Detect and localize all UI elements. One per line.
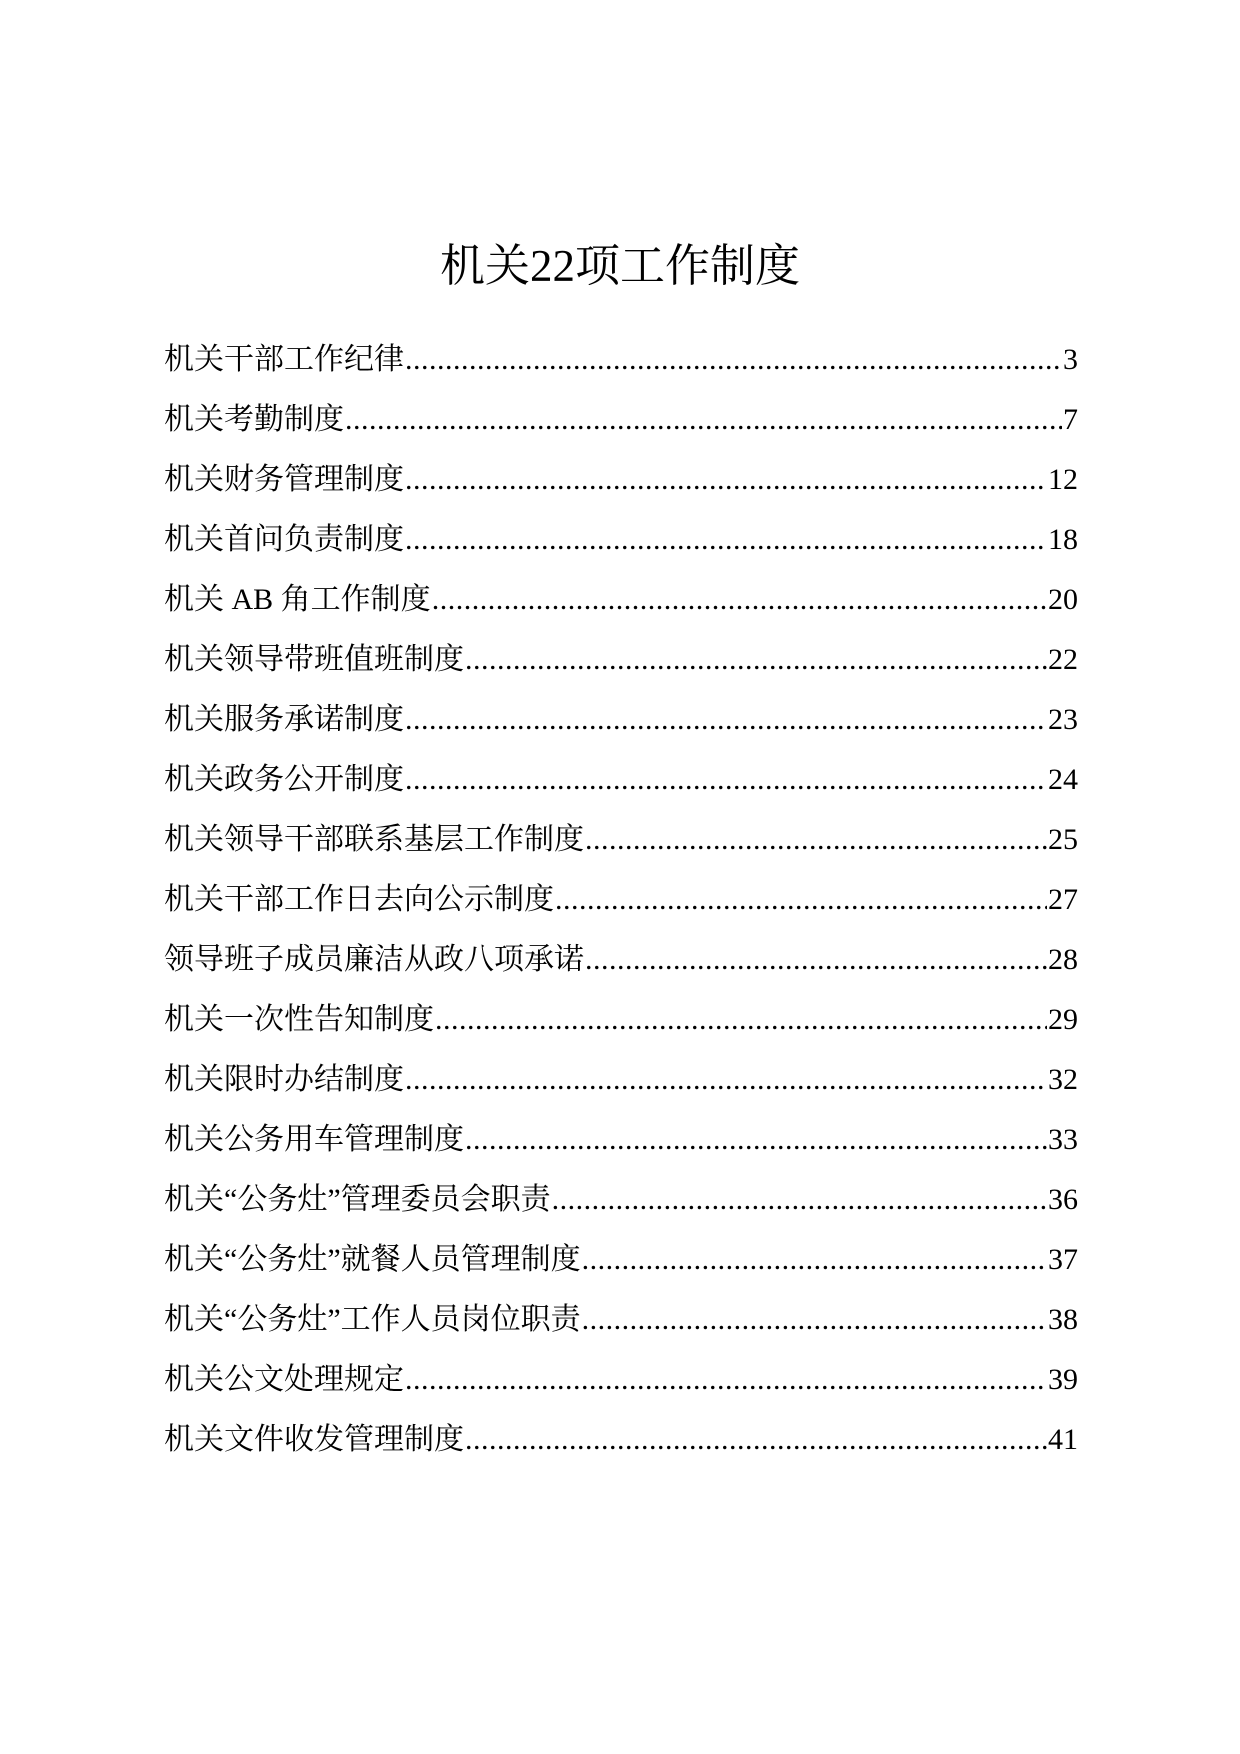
dot-leader bbox=[405, 1350, 1047, 1410]
table-of-contents bbox=[164, 330, 1078, 1470]
dot-leader bbox=[465, 1410, 1047, 1470]
toc-entry[interactable] bbox=[164, 510, 1078, 570]
toc-entry-page: 29 bbox=[1048, 1003, 1078, 1036]
toc-entry-page: 39 bbox=[1048, 1363, 1078, 1396]
toc-entry[interactable] bbox=[164, 450, 1078, 510]
toc-entry-page: 25 bbox=[1048, 823, 1078, 856]
toc-entry-title: 机关领导干部联系基层工作制度 bbox=[164, 823, 584, 856]
toc-entry-page: 37 bbox=[1048, 1243, 1078, 1276]
dot-leader bbox=[405, 330, 1062, 390]
dot-leader bbox=[345, 390, 1062, 450]
toc-entry-page: 32 bbox=[1048, 1063, 1078, 1096]
toc-entry-title: 机关 AB 角工作制度 bbox=[164, 583, 431, 616]
toc-entry-page: 23 bbox=[1048, 703, 1078, 736]
toc-entry[interactable] bbox=[164, 930, 1078, 990]
dot-leader bbox=[585, 930, 1047, 990]
toc-entry[interactable] bbox=[164, 570, 1078, 630]
toc-entry[interactable] bbox=[164, 750, 1078, 810]
toc-entry-page: 27 bbox=[1048, 883, 1078, 916]
dot-leader bbox=[435, 990, 1047, 1050]
toc-entry[interactable] bbox=[164, 630, 1078, 690]
toc-entry-title: 机关一次性告知制度 bbox=[164, 1003, 434, 1036]
toc-entry[interactable] bbox=[164, 390, 1078, 450]
toc-entry-title: 机关干部工作纪律 bbox=[164, 343, 404, 376]
toc-entry-title: 机关服务承诺制度 bbox=[164, 703, 404, 736]
dot-leader bbox=[405, 1050, 1047, 1110]
toc-entry[interactable] bbox=[164, 1290, 1078, 1350]
document-title: 机关22项工作制度 bbox=[439, 241, 800, 291]
toc-entry[interactable] bbox=[164, 990, 1078, 1050]
dot-leader bbox=[465, 630, 1047, 690]
toc-entry-page: 28 bbox=[1048, 943, 1078, 976]
toc-entry-page: 3 bbox=[1063, 343, 1078, 376]
toc-entry-page: 24 bbox=[1048, 763, 1078, 796]
dot-leader bbox=[585, 810, 1047, 870]
toc-entry[interactable] bbox=[164, 1050, 1078, 1110]
toc-entry[interactable] bbox=[164, 1110, 1078, 1170]
toc-entry-title: 领导班子成员廉洁从政八项承诺 bbox=[164, 943, 584, 976]
toc-entry-title: 机关限时办结制度 bbox=[164, 1063, 404, 1096]
toc-entry[interactable] bbox=[164, 1230, 1078, 1290]
dot-leader bbox=[405, 510, 1047, 570]
dot-leader bbox=[465, 1110, 1047, 1170]
dot-leader bbox=[555, 870, 1047, 930]
toc-entry-page: 20 bbox=[1048, 583, 1078, 616]
toc-entry-title: 机关“公务灶”工作人员岗位职责 bbox=[164, 1303, 581, 1336]
dot-leader bbox=[405, 450, 1047, 510]
toc-entry-page: 7 bbox=[1063, 403, 1078, 436]
toc-entry[interactable] bbox=[164, 1350, 1078, 1410]
dot-leader bbox=[405, 690, 1047, 750]
toc-entry-page: 36 bbox=[1048, 1183, 1078, 1216]
toc-entry-title: 机关首问负责制度 bbox=[164, 523, 404, 556]
toc-entry-title: 机关公文处理规定 bbox=[164, 1363, 404, 1396]
toc-entry[interactable] bbox=[164, 330, 1078, 390]
toc-entry-page: 33 bbox=[1048, 1123, 1078, 1156]
toc-entry-title: 机关“公务灶”管理委员会职责 bbox=[164, 1183, 551, 1216]
dot-leader bbox=[405, 750, 1047, 810]
toc-entry-title: 机关“公务灶”就餐人员管理制度 bbox=[164, 1243, 581, 1276]
dot-leader bbox=[552, 1170, 1047, 1230]
toc-entry[interactable] bbox=[164, 1410, 1078, 1470]
toc-entry-page: 22 bbox=[1048, 643, 1078, 676]
toc-entry[interactable] bbox=[164, 870, 1078, 930]
dot-leader bbox=[582, 1230, 1047, 1290]
toc-entry-title: 机关领导带班值班制度 bbox=[164, 643, 464, 676]
toc-entry-title: 机关文件收发管理制度 bbox=[164, 1423, 464, 1456]
toc-entry-title: 机关考勤制度 bbox=[164, 403, 344, 436]
toc-entry-title: 机关干部工作日去向公示制度 bbox=[164, 883, 554, 916]
toc-entry-page: 41 bbox=[1048, 1423, 1078, 1456]
toc-entry[interactable] bbox=[164, 1170, 1078, 1230]
toc-entry-title: 机关政务公开制度 bbox=[164, 763, 404, 796]
toc-entry-page: 38 bbox=[1048, 1303, 1078, 1336]
dot-leader bbox=[432, 570, 1047, 630]
toc-entry[interactable] bbox=[164, 810, 1078, 870]
toc-entry-title: 机关财务管理制度 bbox=[164, 463, 404, 496]
toc-entry-title: 机关公务用车管理制度 bbox=[164, 1123, 464, 1156]
toc-entry-page: 12 bbox=[1048, 463, 1078, 496]
toc-entry-page: 18 bbox=[1048, 523, 1078, 556]
toc-entry[interactable] bbox=[164, 690, 1078, 750]
dot-leader bbox=[582, 1290, 1047, 1350]
